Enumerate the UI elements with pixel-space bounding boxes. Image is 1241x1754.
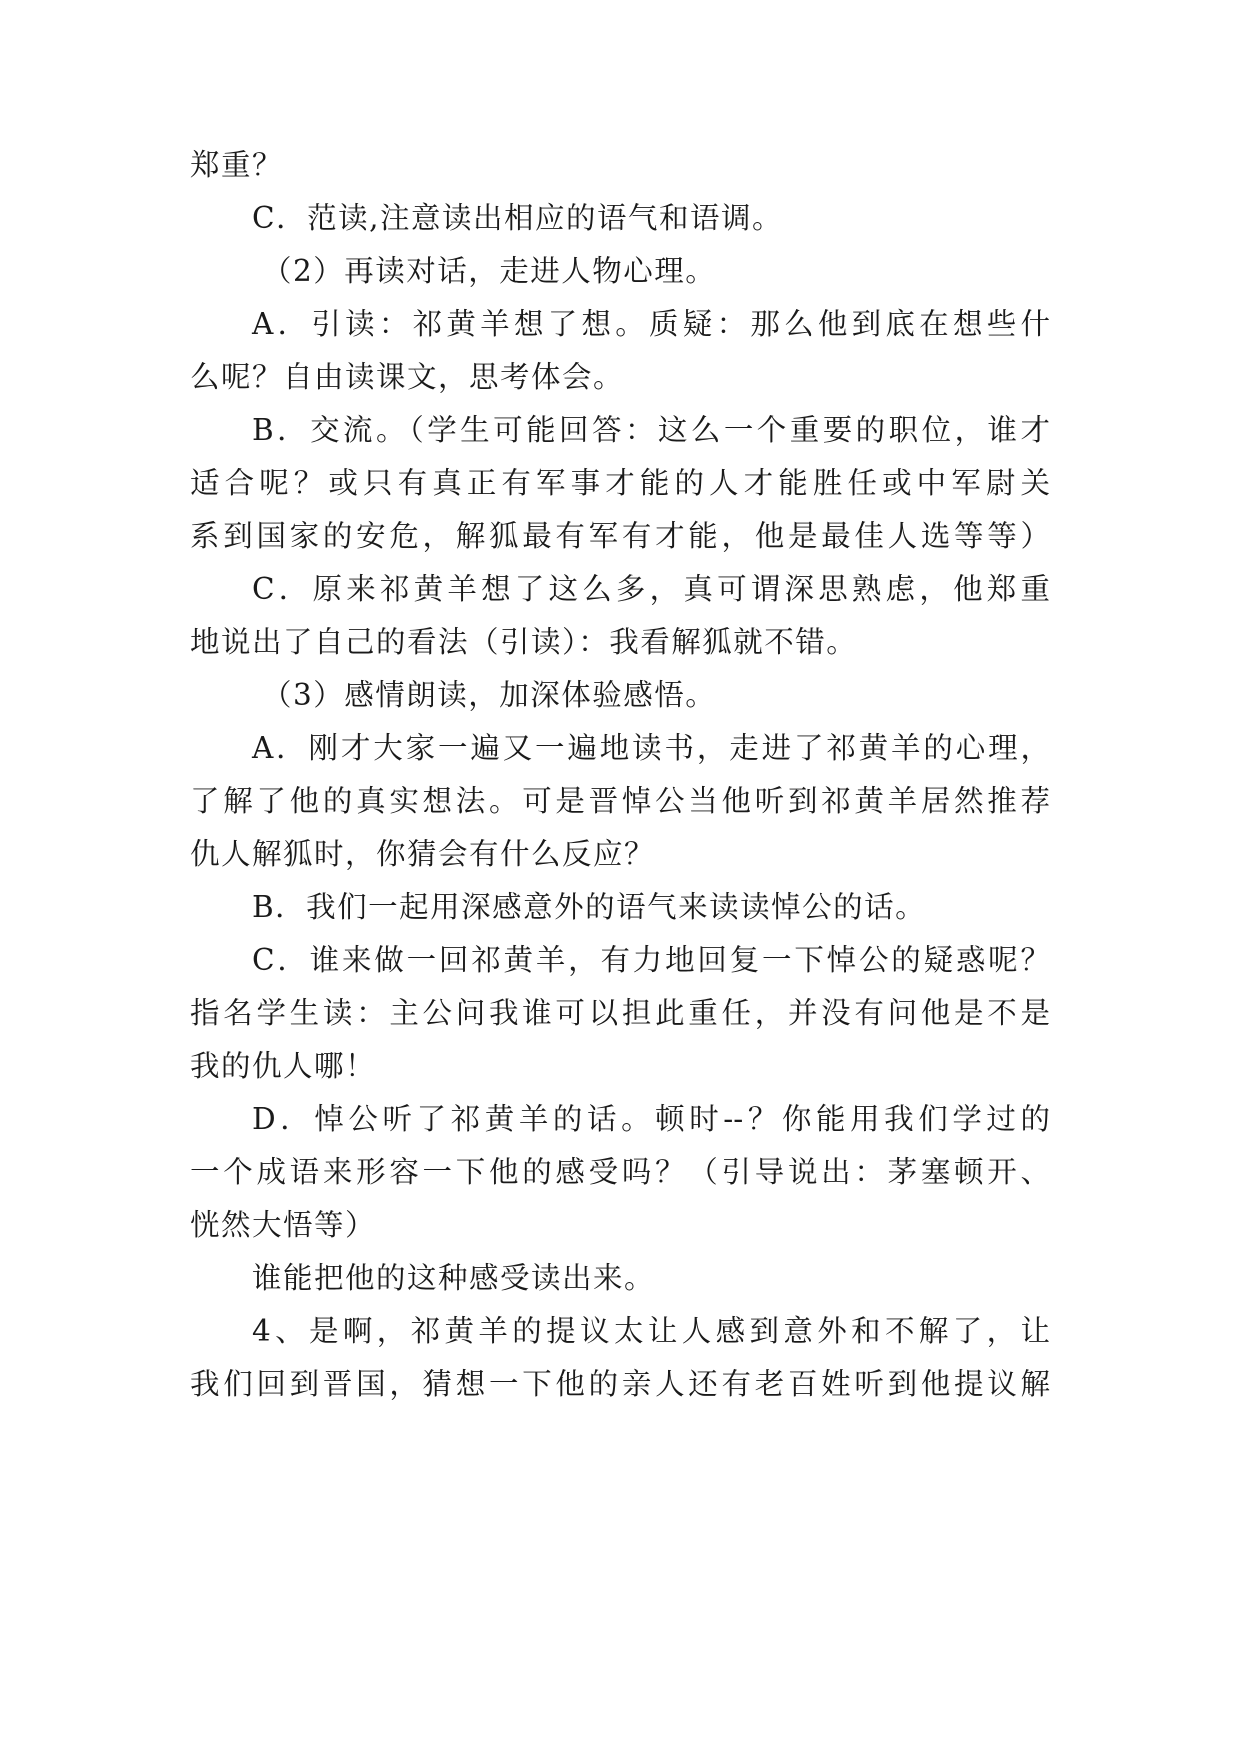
text-line: 一个成语来形容一下他的感受吗？（引导说出：茅塞顿开、 [190, 1155, 1050, 1189]
text-line: B．我们一起用深感意外的语气来读读悼公的话。 [252, 890, 927, 924]
text-line: C．谁来做一回祁黄羊，有力地回复一下悼公的疑惑呢？ [252, 943, 1050, 977]
text-line: 系到国家的安危，解狐最有军有才能，他是最佳人选等等） [190, 519, 1050, 553]
text-line: 适合呢？或只有真正有军事才能的人才能胜任或中军尉关 [190, 466, 1050, 500]
text-line: 谁能把他的这种感受读出来。 [252, 1261, 656, 1295]
text-line: D．悼公听了祁黄羊的话。顿时--？你能用我们学过的 [252, 1102, 1050, 1136]
text-line: C．原来祁黄羊想了这么多，真可谓深思熟虑，他郑重 [252, 572, 1050, 606]
text-line: C．范读,注意读出相应的语气和语调。 [252, 201, 783, 235]
text-line: 郑重？ [190, 148, 284, 182]
text-line: 指名学生读：主公问我谁可以担此重任，并没有问他是不是 [190, 996, 1050, 1030]
text-line: A．引读：祁黄羊想了想。质疑：那么他到底在想些什 [252, 307, 1050, 341]
text-line: 地说出了自己的看法（引读）：我看解狐就不错。 [190, 625, 858, 659]
text-line: B．交流。（学生可能回答：这么一个重要的职位，谁才 [252, 413, 1050, 447]
text-line: 么呢？自由读课文，思考体会。 [190, 360, 625, 394]
text-line: 我们回到晋国，猜想一下他的亲人还有老百姓听到他提议解 [190, 1367, 1050, 1401]
text-line: 仇人解狐时，你猜会有什么反应？ [190, 837, 656, 871]
text-line: （3）感情朗读，加深体验感悟。 [262, 678, 717, 712]
text-line: 4、是啊，祁黄羊的提议太让人感到意外和不解了，让 [252, 1314, 1050, 1348]
text-line: 我的仇人哪！ [190, 1049, 377, 1083]
text-line: 了解了他的真实想法。可是晋悼公当他听到祁黄羊居然推荐 [190, 784, 1050, 818]
text-line: 恍然大悟等） [190, 1208, 377, 1242]
text-line: （2）再读对话，走进人物心理。 [262, 254, 717, 288]
text-line: A．刚才大家一遍又一遍地读书，走进了祁黄羊的心理， [252, 731, 1050, 765]
